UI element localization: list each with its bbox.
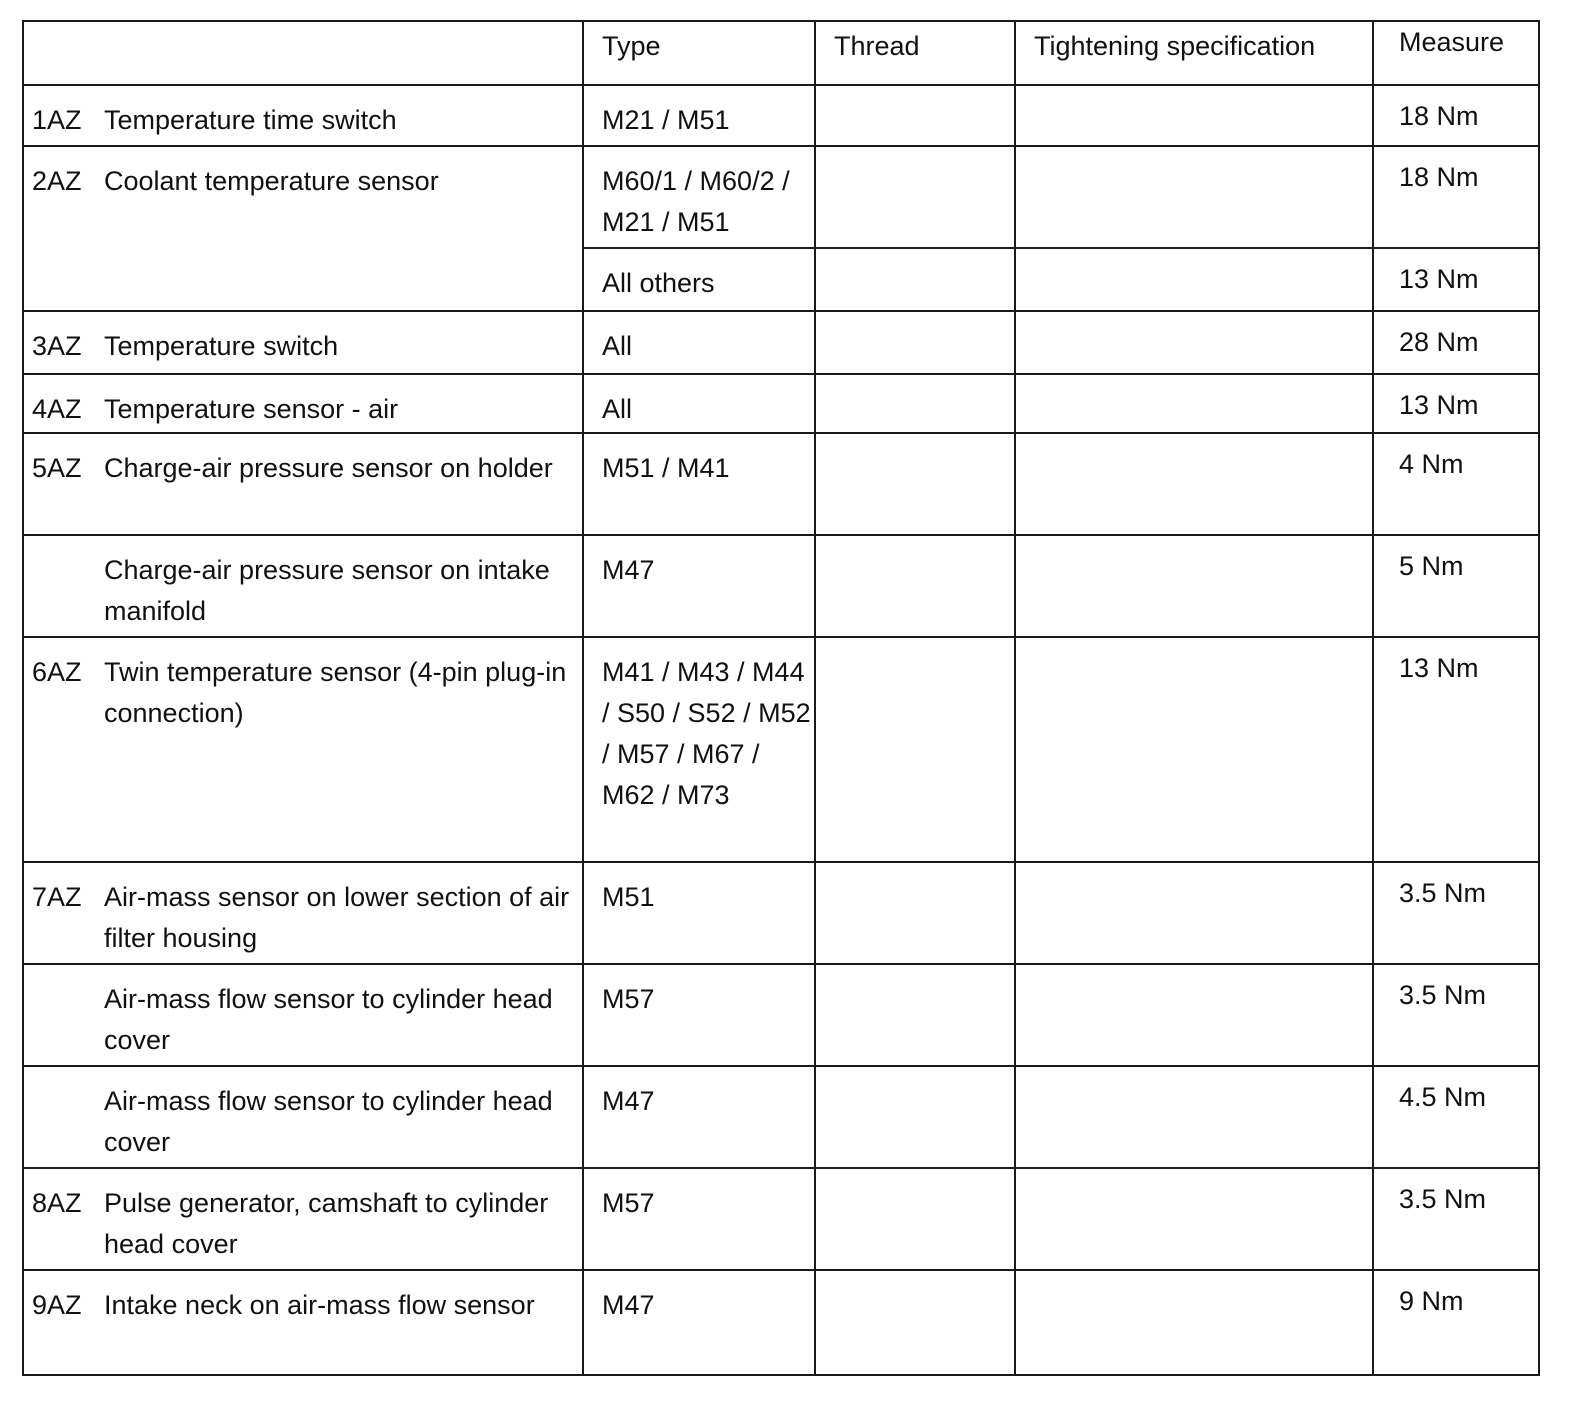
tightening-cell: [1015, 248, 1373, 311]
item-code: 1AZ: [32, 105, 82, 135]
tightening-cell: [1015, 862, 1373, 964]
thread-cell: [815, 146, 1015, 248]
measure-cell: 13 Nm: [1373, 637, 1539, 862]
measure-cell: 13 Nm: [1373, 374, 1539, 433]
item-description: Charge-air pressure sensor on holder: [104, 453, 553, 483]
item-code: 3AZ: [32, 331, 82, 361]
type-cell: M51 / M41: [583, 433, 815, 535]
item-description: Air-mass flow sensor to cylinder head cover: [104, 1086, 553, 1157]
tightening-cell: [1015, 1066, 1373, 1168]
item-code: 6AZ: [32, 657, 82, 687]
table-row: [23, 85, 1539, 146]
item-description: Air-mass flow sensor to cylinder head cover: [104, 984, 553, 1055]
tightening-cell: [1015, 637, 1373, 862]
type-cell: M47: [583, 1066, 815, 1168]
type-cell: M47: [583, 1270, 815, 1375]
tightening-cell: [1015, 1270, 1373, 1375]
item-code: 5AZ: [32, 453, 82, 483]
measure-cell: 3.5 Nm: [1373, 1168, 1539, 1270]
thread-cell: [815, 248, 1015, 311]
item-cell: [23, 862, 583, 964]
table-row: [23, 964, 1539, 1066]
thread-cell: [815, 433, 1015, 535]
table-row: [23, 146, 1539, 248]
table-row: [23, 1168, 1539, 1270]
tightening-cell: [1015, 374, 1373, 433]
item-cell: [23, 1168, 583, 1270]
item-code: 2AZ: [32, 166, 82, 196]
thread-cell: [815, 311, 1015, 374]
item-cell: [23, 374, 583, 433]
thread-cell: [815, 964, 1015, 1066]
thread-cell: [815, 85, 1015, 146]
item-cell: [23, 1066, 583, 1168]
table-row: [23, 862, 1539, 964]
tightening-cell: [1015, 311, 1373, 374]
type-cell: All: [583, 374, 815, 433]
tightening-cell: [1015, 535, 1373, 637]
item-cell: [23, 535, 583, 637]
table-row: [23, 311, 1539, 374]
item-cell: [23, 311, 583, 374]
item-description: Temperature time switch: [104, 105, 397, 135]
measure-cell: 3.5 Nm: [1373, 862, 1539, 964]
header-type: Type: [583, 21, 815, 85]
measure-cell: 5 Nm: [1373, 535, 1539, 637]
header-measure: Measure: [1373, 21, 1539, 85]
thread-cell: [815, 637, 1015, 862]
tightening-cell: [1015, 1168, 1373, 1270]
measure-cell: 3.5 Nm: [1373, 964, 1539, 1066]
item-code: 8AZ: [32, 1188, 82, 1218]
tightening-cell: [1015, 85, 1373, 146]
item-cell: [23, 637, 583, 862]
item-description: Air-mass sensor on lower section of air filter housing: [104, 882, 570, 953]
measure-cell: 4.5 Nm: [1373, 1066, 1539, 1168]
measure-cell: 9 Nm: [1373, 1270, 1539, 1375]
item-description: Temperature sensor - air: [104, 394, 399, 424]
table-row: [23, 1270, 1539, 1375]
type-cell: All: [583, 311, 815, 374]
type-cell: M57: [583, 964, 815, 1066]
thread-cell: [815, 1168, 1015, 1270]
tightening-cell: [1015, 964, 1373, 1066]
item-cell: [23, 146, 583, 311]
measure-cell: 28 Nm: [1373, 311, 1539, 374]
item-code: 4AZ: [32, 394, 82, 424]
tightening-torque-table: [22, 20, 1540, 1376]
measure-cell: 18 Nm: [1373, 85, 1539, 146]
table-row: [23, 374, 1539, 433]
item-description: Charge-air pressure sensor on intake manifold: [104, 555, 550, 626]
thread-cell: [815, 1270, 1015, 1375]
item-cell: [23, 1270, 583, 1375]
header-tightening-specification: Tightening specification: [1015, 21, 1373, 85]
thread-cell: [815, 374, 1015, 433]
type-cell: M41 / M43 / M44 / S50 / S52 / M52 / M57 / M67 / M62 / M73: [583, 637, 815, 862]
table-header-row: [23, 21, 1539, 85]
header-item: [23, 21, 583, 85]
header-thread: Thread: [815, 21, 1015, 85]
item-description: Pulse generator, camshaft to cylinder head cover: [104, 1188, 549, 1259]
item-code: 9AZ: [32, 1290, 82, 1320]
measure-cell: 4 Nm: [1373, 433, 1539, 535]
type-cell: M21 / M51: [583, 85, 815, 146]
item-cell: [23, 433, 583, 535]
table-row: [23, 1066, 1539, 1168]
measure-cell: 13 Nm: [1373, 248, 1539, 311]
item-cell: [23, 964, 583, 1066]
type-cell: M51: [583, 862, 815, 964]
table-row: [23, 535, 1539, 637]
item-cell: [23, 85, 583, 146]
item-description: Twin temperature sensor (4-pin plug-in connection): [104, 657, 567, 728]
type-cell: M60/1 / M60/2 / M21 / M51: [583, 146, 815, 248]
thread-cell: [815, 535, 1015, 637]
item-description: Temperature switch: [104, 331, 339, 361]
type-cell: M47: [583, 535, 815, 637]
thread-cell: [815, 862, 1015, 964]
item-code: 7AZ: [32, 882, 82, 912]
type-cell: All others: [583, 248, 815, 311]
tightening-cell: [1015, 146, 1373, 248]
item-description: Intake neck on air-mass flow sensor: [104, 1290, 535, 1320]
measure-cell: 18 Nm: [1373, 146, 1539, 248]
item-description: Coolant temperature sensor: [104, 166, 439, 196]
tightening-cell: [1015, 433, 1373, 535]
type-cell: M57: [583, 1168, 815, 1270]
thread-cell: [815, 1066, 1015, 1168]
table-row: [23, 433, 1539, 535]
table-row: [23, 637, 1539, 862]
